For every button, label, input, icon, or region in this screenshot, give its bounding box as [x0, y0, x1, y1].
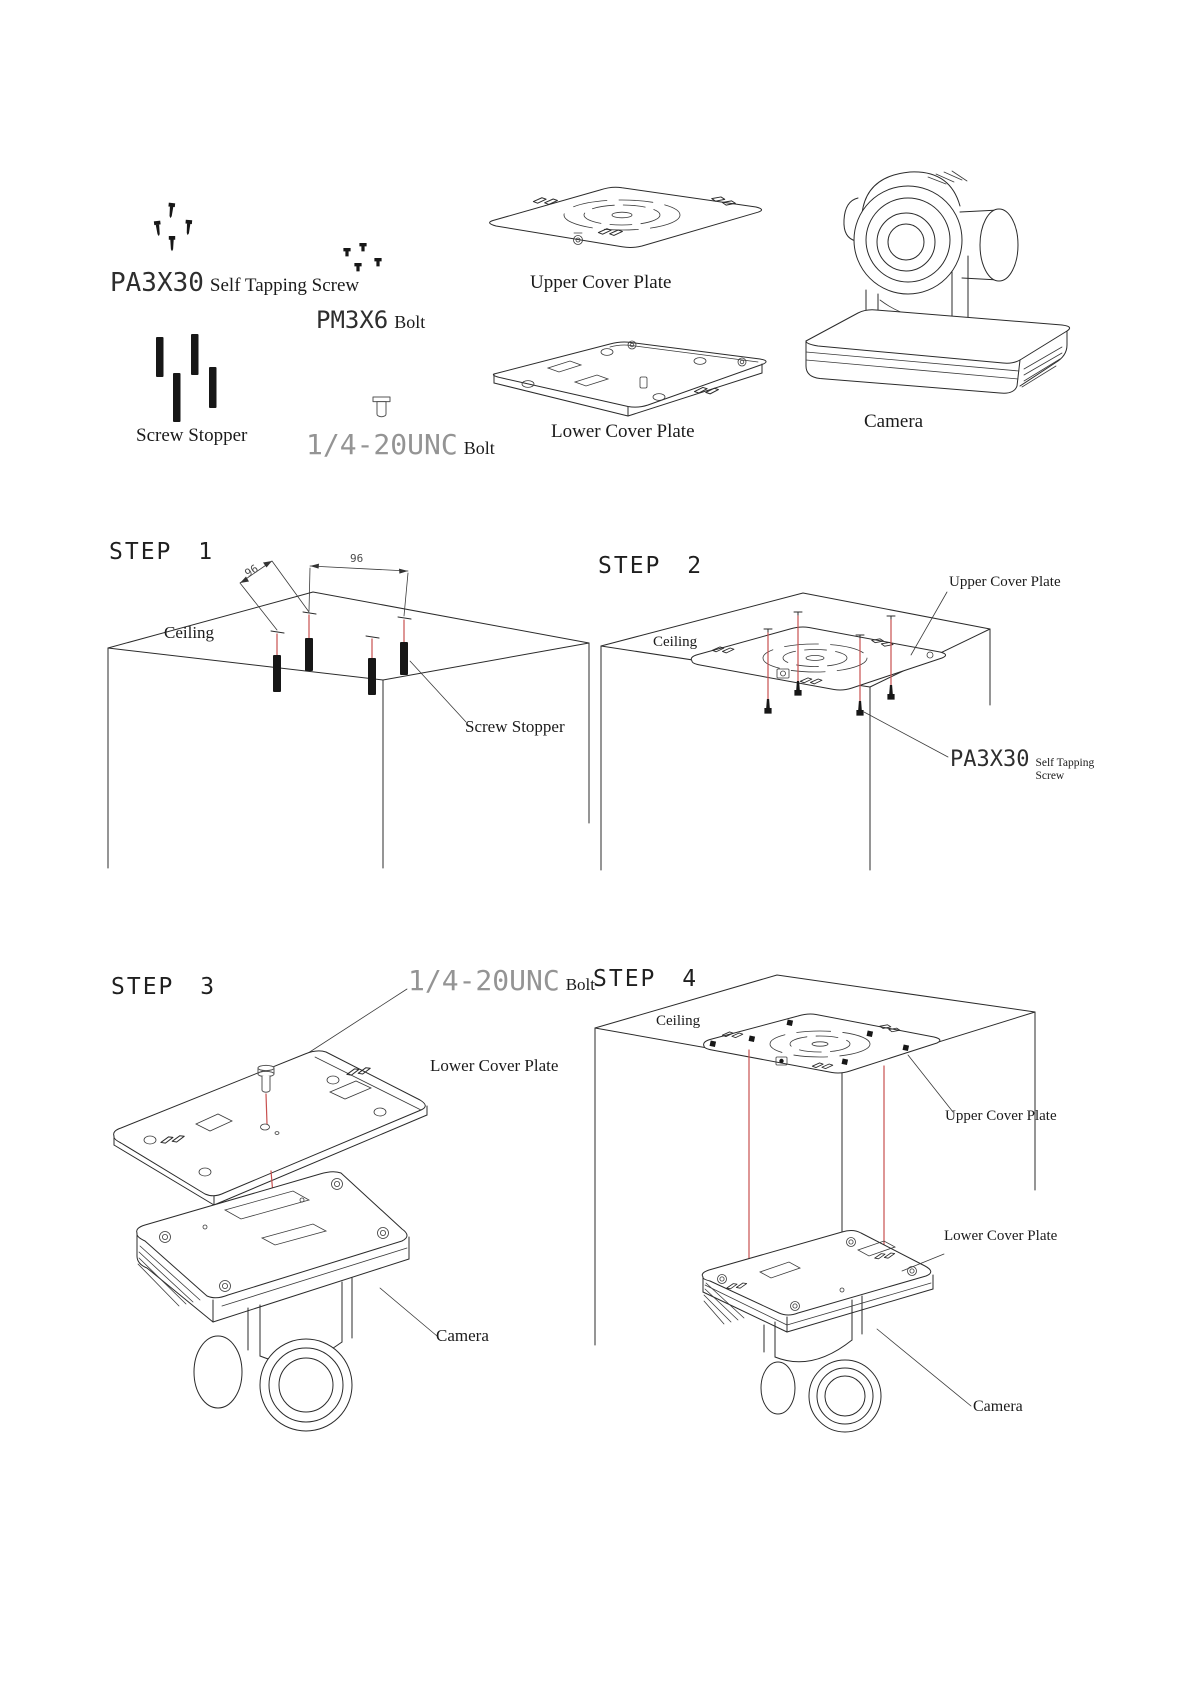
step4-title: STEP 4	[593, 966, 699, 992]
step3-title: STEP 3	[111, 974, 217, 1000]
screw-stoppers-figure	[156, 334, 217, 422]
step3-lower-cover-plate-label: Lower Cover Plate	[430, 1056, 559, 1075]
pa3x30-code: PA3X30	[110, 268, 204, 298]
pm3x6-code: PM3X6	[316, 306, 389, 334]
step3-camera-label: Camera	[436, 1326, 489, 1345]
lower-cover-plate-figure	[493, 341, 766, 416]
lower-cover-plate-label: Lower Cover Plate	[551, 421, 695, 442]
unc-bolt-figure	[373, 397, 390, 417]
step3-unc-bolt-name: Bolt	[565, 975, 596, 994]
step2-upper-cover-plate-label: Upper Cover Plate	[949, 574, 1061, 590]
step1-ceiling-label: Ceiling	[164, 623, 215, 642]
pa3x30-screws-figure	[154, 203, 192, 252]
step4-ceiling-label: Ceiling	[656, 1013, 701, 1029]
upper-cover-plate-figure	[490, 187, 762, 247]
step2-pa3x30-name: Self Tapping Screw	[1035, 757, 1095, 782]
step3-figure	[114, 989, 437, 1431]
step2-title: STEP 2	[598, 553, 704, 579]
step1-title: STEP 1	[109, 539, 215, 565]
pm3x6-name: Bolt	[394, 312, 426, 332]
step1-dim-horizontal: 96	[350, 552, 364, 565]
step4-upper-cover-plate-label: Upper Cover Plate	[945, 1108, 1057, 1124]
unc-bolt-name: Bolt	[463, 438, 495, 458]
pa3x30-name: Self Tapping Screw	[209, 275, 360, 296]
step1-screw-stopper-label: Screw Stopper	[465, 717, 565, 736]
pm3x6-label	[316, 308, 425, 333]
screw-stopper-label: Screw Stopper	[136, 425, 248, 446]
step3-unc-bolt-label	[408, 966, 595, 995]
step1-dim-angled: 96	[242, 561, 261, 581]
unc-bolt-code: 1/4-20UNC	[306, 428, 458, 461]
step4-lower-cover-plate-label: Lower Cover Plate	[944, 1228, 1058, 1244]
pa3x30-label	[110, 270, 359, 297]
step3-unc-bolt-code: 1/4-20UNC	[408, 964, 560, 997]
step2-pa3x30-code: PA3X30	[950, 747, 1030, 772]
upper-cover-plate-label: Upper Cover Plate	[530, 272, 672, 293]
pm3x6-bolts-figure	[343, 243, 381, 271]
step4-figure	[595, 975, 1035, 1432]
step4-camera-label: Camera	[973, 1398, 1023, 1415]
unc-bolt-label	[306, 430, 495, 459]
step2-pa3x30-label	[950, 748, 1094, 783]
step1-figure	[108, 561, 589, 868]
camera-label: Camera	[864, 411, 924, 432]
camera-figure	[806, 171, 1070, 393]
step2-ceiling-label: Ceiling	[653, 634, 698, 650]
